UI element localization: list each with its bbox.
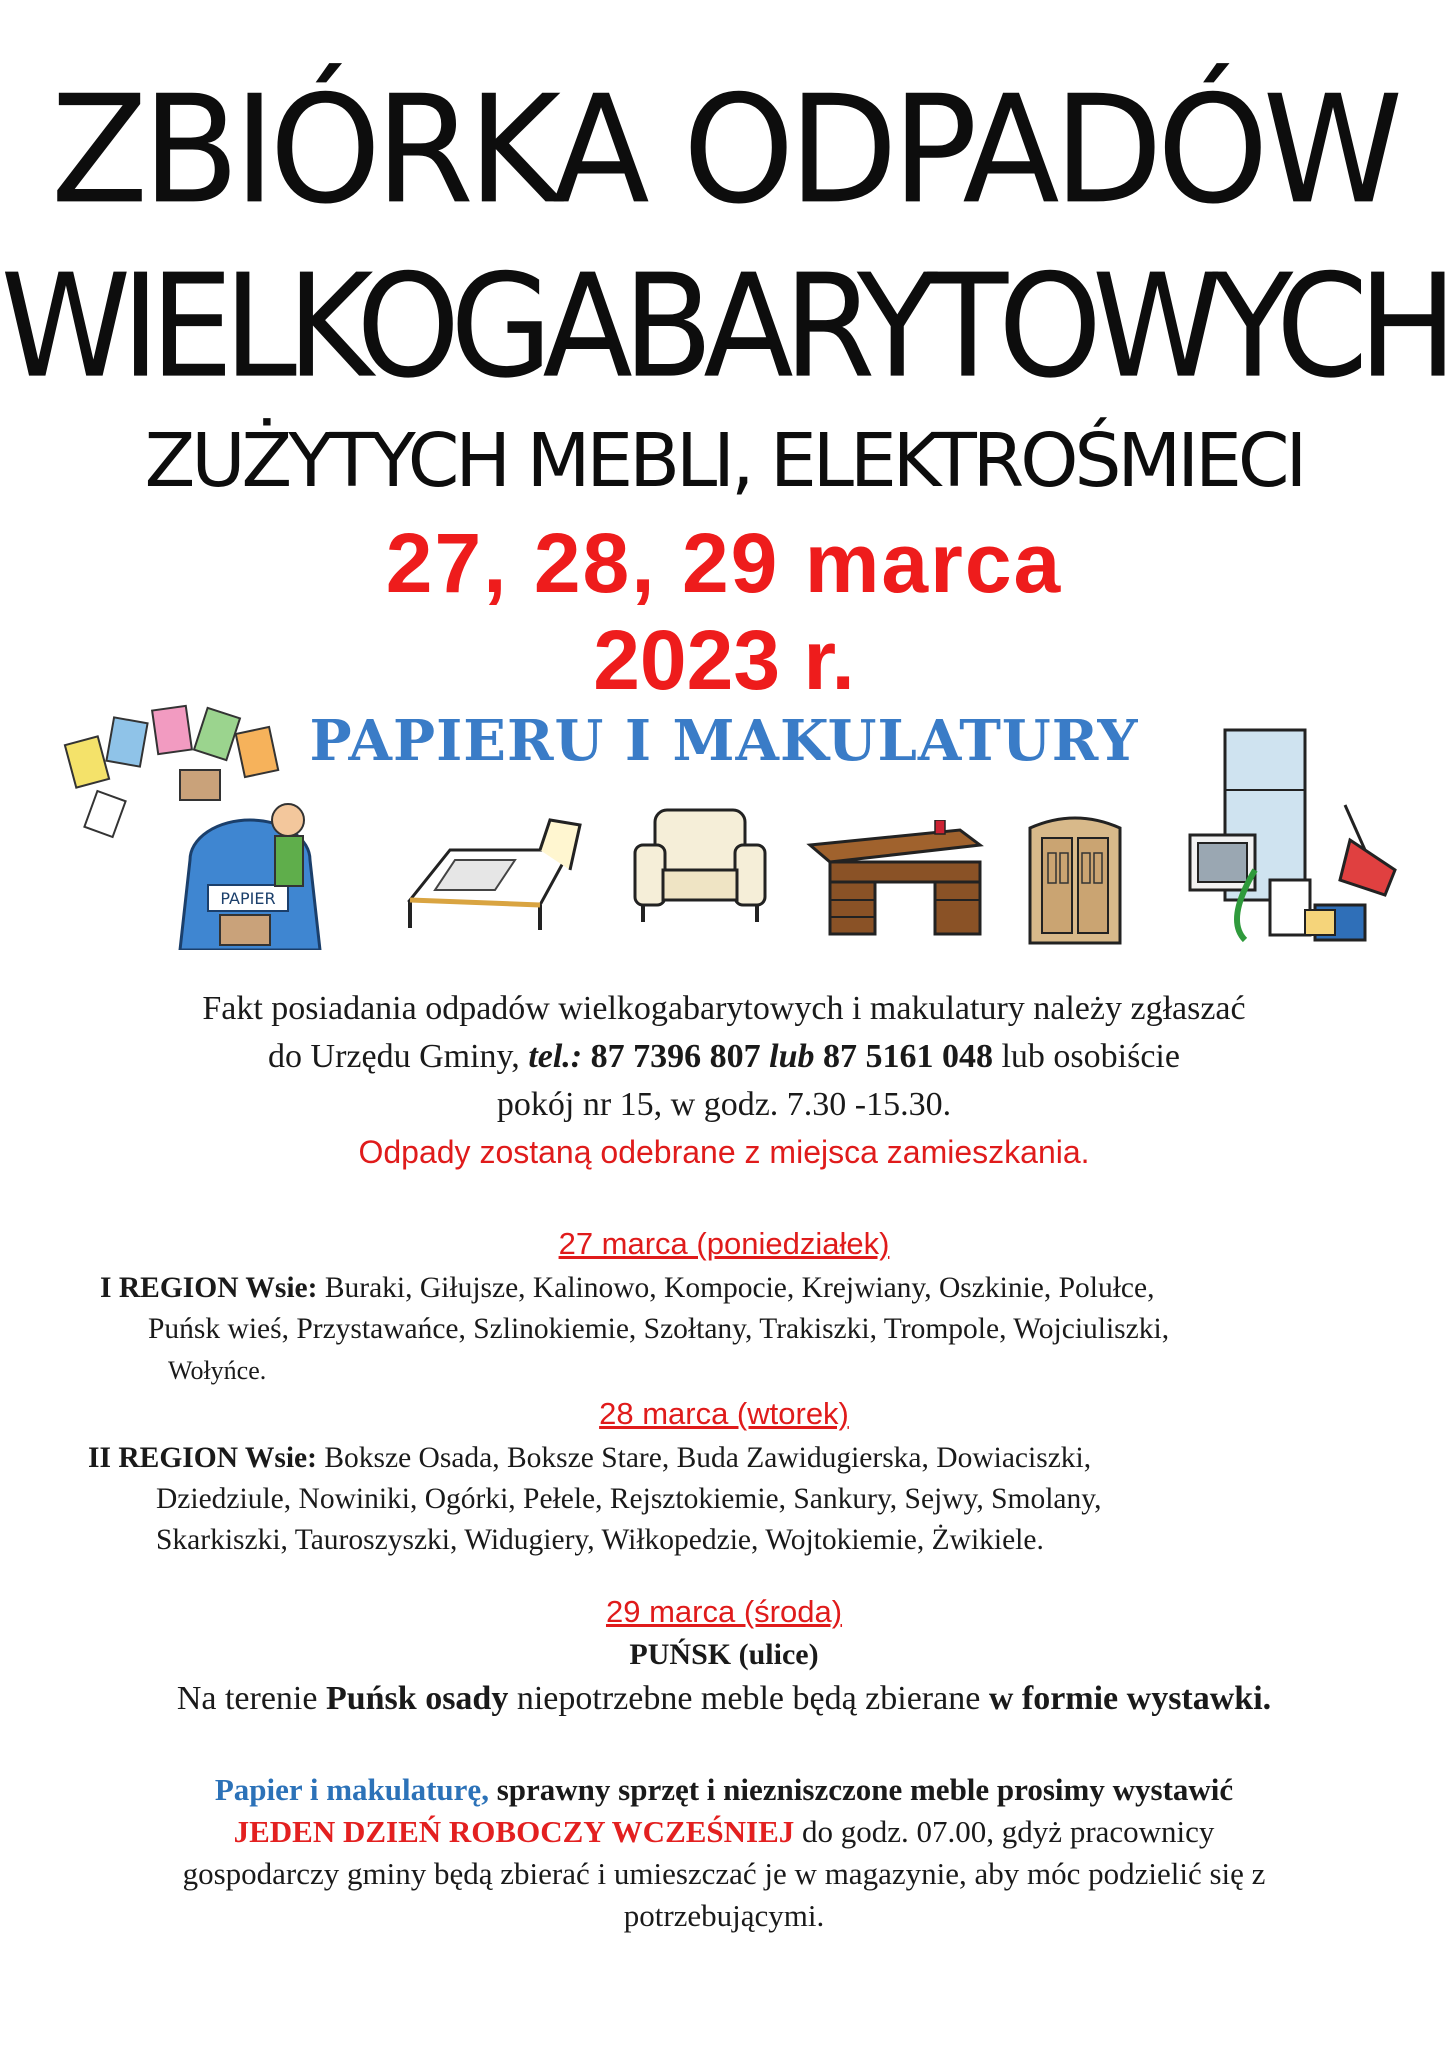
info-line-2 <box>0 1033 1448 1081</box>
region-1-label: I REGION Wsie: <box>100 1272 318 1304</box>
bin-label: PAPIER <box>220 889 276 908</box>
footer-line-4: potrzebującymi. <box>623 1898 825 1933</box>
osada-note <box>0 1675 1448 1723</box>
tel-label: tel.: <box>528 1038 583 1075</box>
desk-icon <box>805 820 985 940</box>
title-line-1: ZBIÓRKA ODPADÓW <box>50 63 1398 238</box>
phone-1[interactable]: 87 7396 807 <box>590 1038 761 1075</box>
info-line-1: Fakt posiadania odpadów wielkogabarytowych i makulatury należy zgłaszać <box>202 990 1246 1027</box>
title-line-2: WIELKOGABARYTOWYCH <box>0 243 1448 411</box>
paper-recycling-illustration <box>60 700 340 950</box>
collection-year: 2023 r. <box>593 613 855 707</box>
footer-line-2 <box>0 1810 1448 1854</box>
info-line-2-pre: do Urzędu Gminy, <box>268 1038 529 1075</box>
footer-line-1 <box>0 1768 1448 1812</box>
phone-2[interactable]: 87 5161 048 <box>822 1038 993 1075</box>
region-1-block <box>100 1268 1385 1391</box>
footer-red-text: JEDEN DZIEŃ ROBOCZY WCZEŚNIEJ <box>233 1814 795 1849</box>
subtitle: ZUŻYTYCH MEBLI, ELEKTROŚMIECI <box>144 418 1304 504</box>
collection-dates: 27, 28, 29 marca <box>385 516 1063 610</box>
bed-icon <box>400 810 590 940</box>
osada-mid: niepotrzebne meble będą zbierane <box>508 1680 989 1717</box>
region-2-villages-l1: Boksze Osada, Boksze Stare, Buda Zawidugierska, Dowiaciszki, <box>324 1442 1092 1474</box>
armchair-icon <box>625 800 775 930</box>
region-1-villages-l2: Puńsk wieś, Przystawańce, Szlinokiemie, Szołtany, Trakiszki, Trompole, Wojciuliszki, <box>148 1313 1170 1345</box>
region-2-villages-l2: Dziedziule, Nowiniki, Ogórki, Pełele, Rejsztokiemie, Sankury, Sejwy, Smolany, <box>156 1483 1102 1515</box>
region-2-label: II REGION Wsie: <box>88 1442 317 1474</box>
footer-bold-rest: sprawny sprzęt i niezniszczone meble prosimy wystawić <box>488 1772 1234 1807</box>
info-line-3: pokój nr 15, w godz. 7.30 -15.30. <box>496 1086 952 1123</box>
region-2-block <box>88 1438 1388 1561</box>
region-1-villages-l3: Wołyńce. <box>168 1356 267 1385</box>
schedule-date-3: 29 marca (środa) <box>605 1594 843 1629</box>
region-3-label: PUŃSK (ulice) <box>629 1638 819 1671</box>
osada-pre: Na terenie <box>176 1680 326 1717</box>
schedule-date-2: 28 marca (wtorek) <box>599 1396 849 1431</box>
footer-line-2-rest: do godz. 07.00, gdyż pracownicy <box>794 1814 1215 1849</box>
footer-blue-text: Papier i makulaturę, <box>214 1772 489 1807</box>
lub-italic: lub <box>769 1038 815 1075</box>
pickup-note: Odpady zostaną odebrane z miejsca zamieszkania. <box>358 1134 1090 1170</box>
osada-bold-2: w formie wystawki. <box>988 1680 1272 1717</box>
region-2-villages-l3: Skarkiszki, Tauroszyszki, Widugiery, Wiłkopedzie, Wojtokiemie, Żwikiele. <box>156 1524 1044 1556</box>
wardrobe-icon <box>1020 808 1130 948</box>
electronics-waste-icon <box>1185 720 1415 950</box>
footer-line-3: gospodarczy gminy będą zbierać i umieszczać je w magazynie, aby móc podzielić się z <box>182 1856 1266 1891</box>
region-1-villages-l1: Buraki, Giłujsze, Kalinowo, Kompocie, Krejwiany, Oszkinie, Polułce, <box>324 1272 1155 1304</box>
schedule-date-1: 27 marca (poniedziałek) <box>558 1226 890 1261</box>
osada-bold-1: Puńsk osady <box>325 1680 509 1717</box>
paper-heading: PAPIERU I MAKULATURY <box>309 708 1139 774</box>
info-line-2-post: lub osobiście <box>1001 1038 1180 1075</box>
